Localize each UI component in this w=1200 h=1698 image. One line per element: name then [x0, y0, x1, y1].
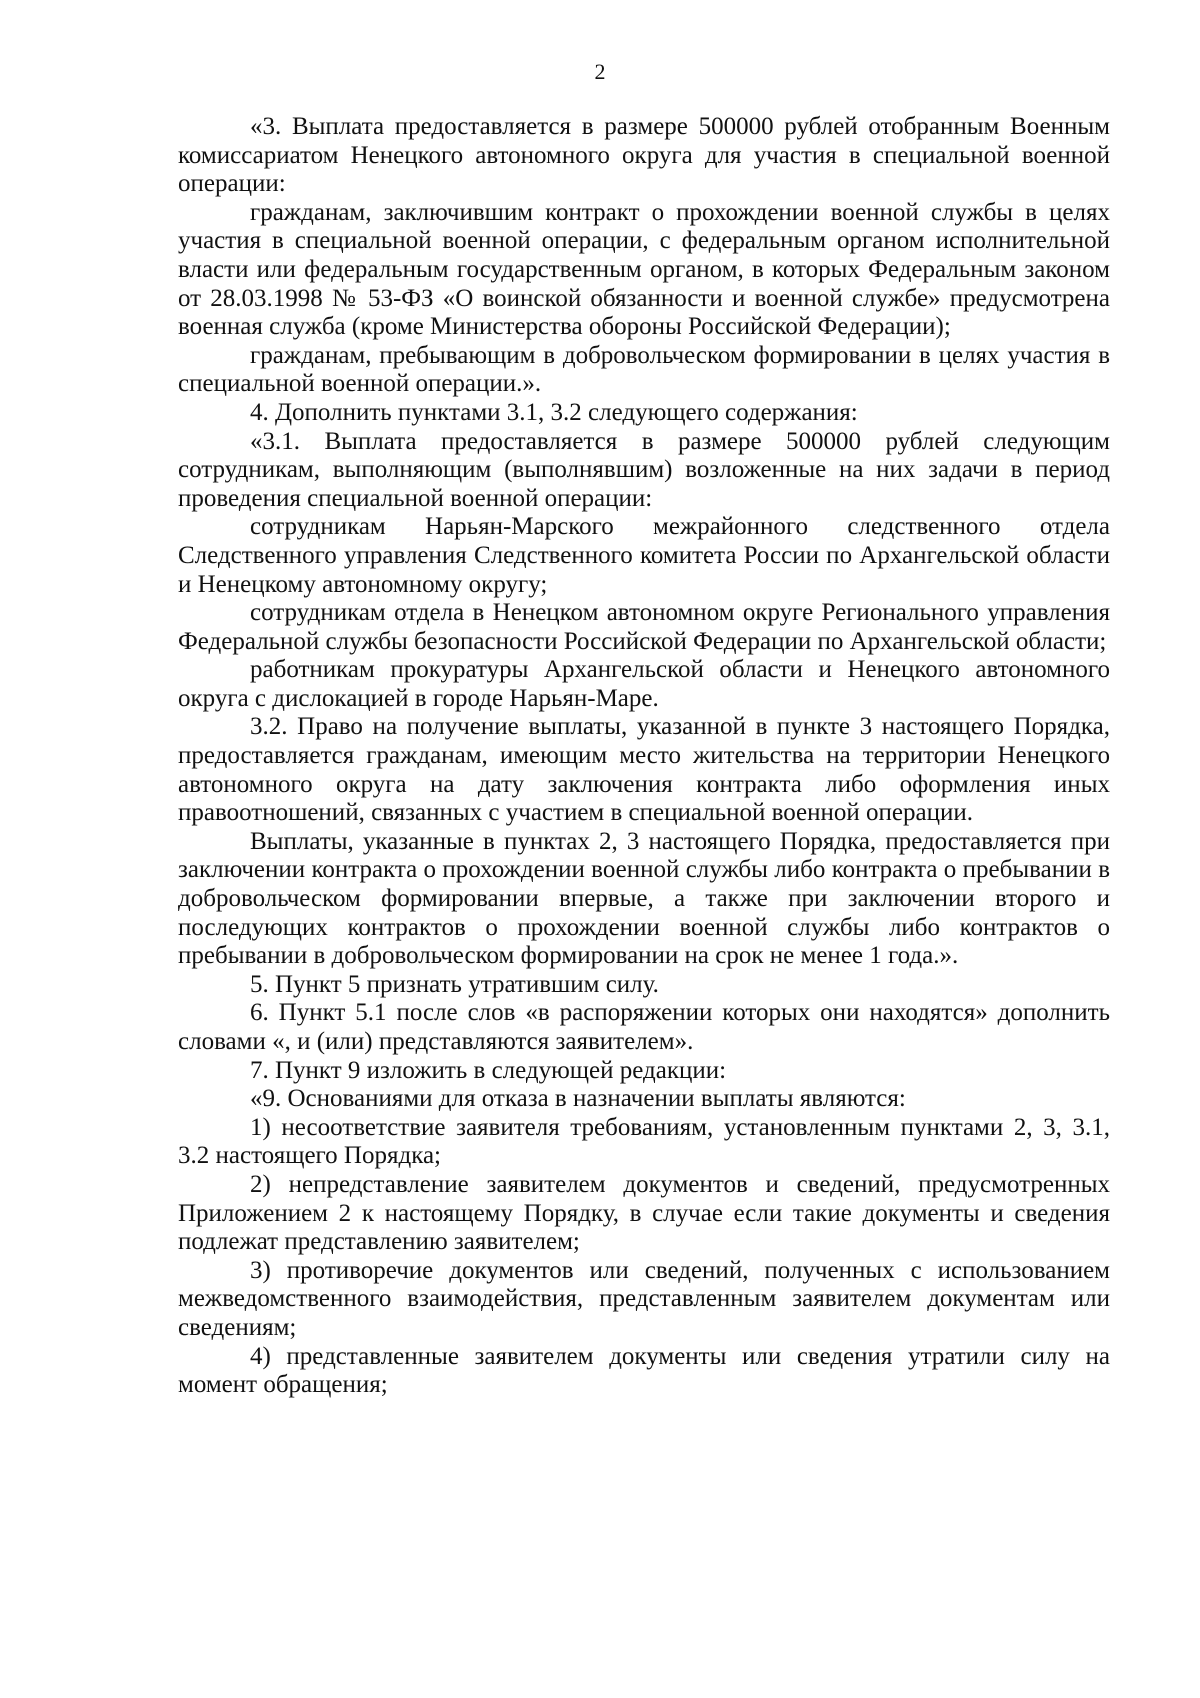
paragraph-item-5: 5. Пункт 5 признать утратившим силу. [250, 970, 659, 998]
paragraph-contract-citizens: гражданам, заключившим контракт о прохождении военной службы в целях участия в специальной военной операции, с федеральным органом исполнительной власти или федеральным государственным органом, в которых Федеральным законом от 28.03.1998 № 53-ФЗ «О воинской обязанности и военной службе» предусмотрена военная служба (кроме Министерства обороны Российской Федерации); [178, 198, 1110, 341]
paragraph-point-3-1: «3.1. Выплата предоставляется в размере 500000 рублей следующим сотрудникам, выполняющим (выполнявшим) возложенные на них задачи в период проведения специальной военной операции: [178, 427, 1110, 512]
paragraph-refusal-2: 2) непредставление заявителем документов и сведений, предусмотренных Приложением 2 к настоящему Порядку, в случае если такие документы и сведения подлежат представлению заявителем; [178, 1170, 1110, 1256]
paragraph-point-3-2: 3.2. Право на получение выплаты, указанной в пункте 3 настоящего Порядка, предоставляется гражданам, имеющим место жительства на территории Ненецкого автономного округа на дату заключения контракта либо оформления иных правоотношений, связанных с участием в специальной военной операции. [178, 713, 1110, 827]
paragraph-investigative-staff: сотрудникам Нарьян-Марского межрайонного следственного отдела Следственного управления Следственного комитета России по Архангельской области и Ненецкому автономному округу; [178, 513, 1110, 598]
paragraph-security-staff: сотрудникам отдела в Ненецком автономном округе Регионального управления Федеральной службы безопасности Российской Федерации по Архангельской области; [178, 599, 1110, 655]
paragraph-point-3: «3. Выплата предоставляется в размере 500000 рублей отобранным Военным комиссариатом Ненецкого автономного округа для участия в специальной военной операции: [178, 113, 1110, 198]
document-body [178, 113, 1110, 1400]
paragraph-payments-conditions: Выплаты, указанные в пунктах 2, 3 настоящего Порядка, предоставляется при заключении контракта о прохождении военной службы либо контракта о пребывании в добровольческом формировании впервые, а также при заключении второго и последующих контрактов о прохождении военной службы либо контрактов о пребывании в добровольческом формировании на срок не менее 1 года.». [178, 827, 1110, 970]
paragraph-item-6: 6. Пункт 5.1 после слов «в распоряжении которых они находятся» дополнить словами «, и (или) представляются заявителем». [178, 999, 1110, 1055]
paragraph-item-4: 4. Дополнить пунктами 3.1, 3.2 следующего содержания: [250, 398, 858, 426]
paragraph-prosecutor-staff: работникам прокуратуры Архангельской области и Ненецкого автономного округа с дислокацией в городе Нарьян-Маре. [178, 656, 1110, 712]
paragraph-refusal-1: 1) несоответствие заявителя требованиям, установленным пунктами 2, 3, 3.1, 3.2 настоящего Порядка; [178, 1113, 1110, 1170]
paragraph-refusal-3: 3) противоречие документов или сведений, полученных с использованием межведомственного взаимодействия, представленным заявителем документам или сведениям; [178, 1256, 1110, 1341]
page-number: 2 [594, 59, 606, 84]
paragraph-volunteer-citizens: гражданам, пребывающим в добровольческом формировании в целях участия в специальной военной операции.». [178, 341, 1110, 398]
paragraph-point-9: «9. Основаниями для отказа в назначении выплаты являются: [250, 1085, 906, 1113]
paragraph-item-7: 7. Пункт 9 изложить в следующей редакции: [250, 1056, 727, 1084]
paragraph-refusal-4: 4) представленные заявителем документы или сведения утратили силу на момент обращения; [178, 1342, 1110, 1399]
